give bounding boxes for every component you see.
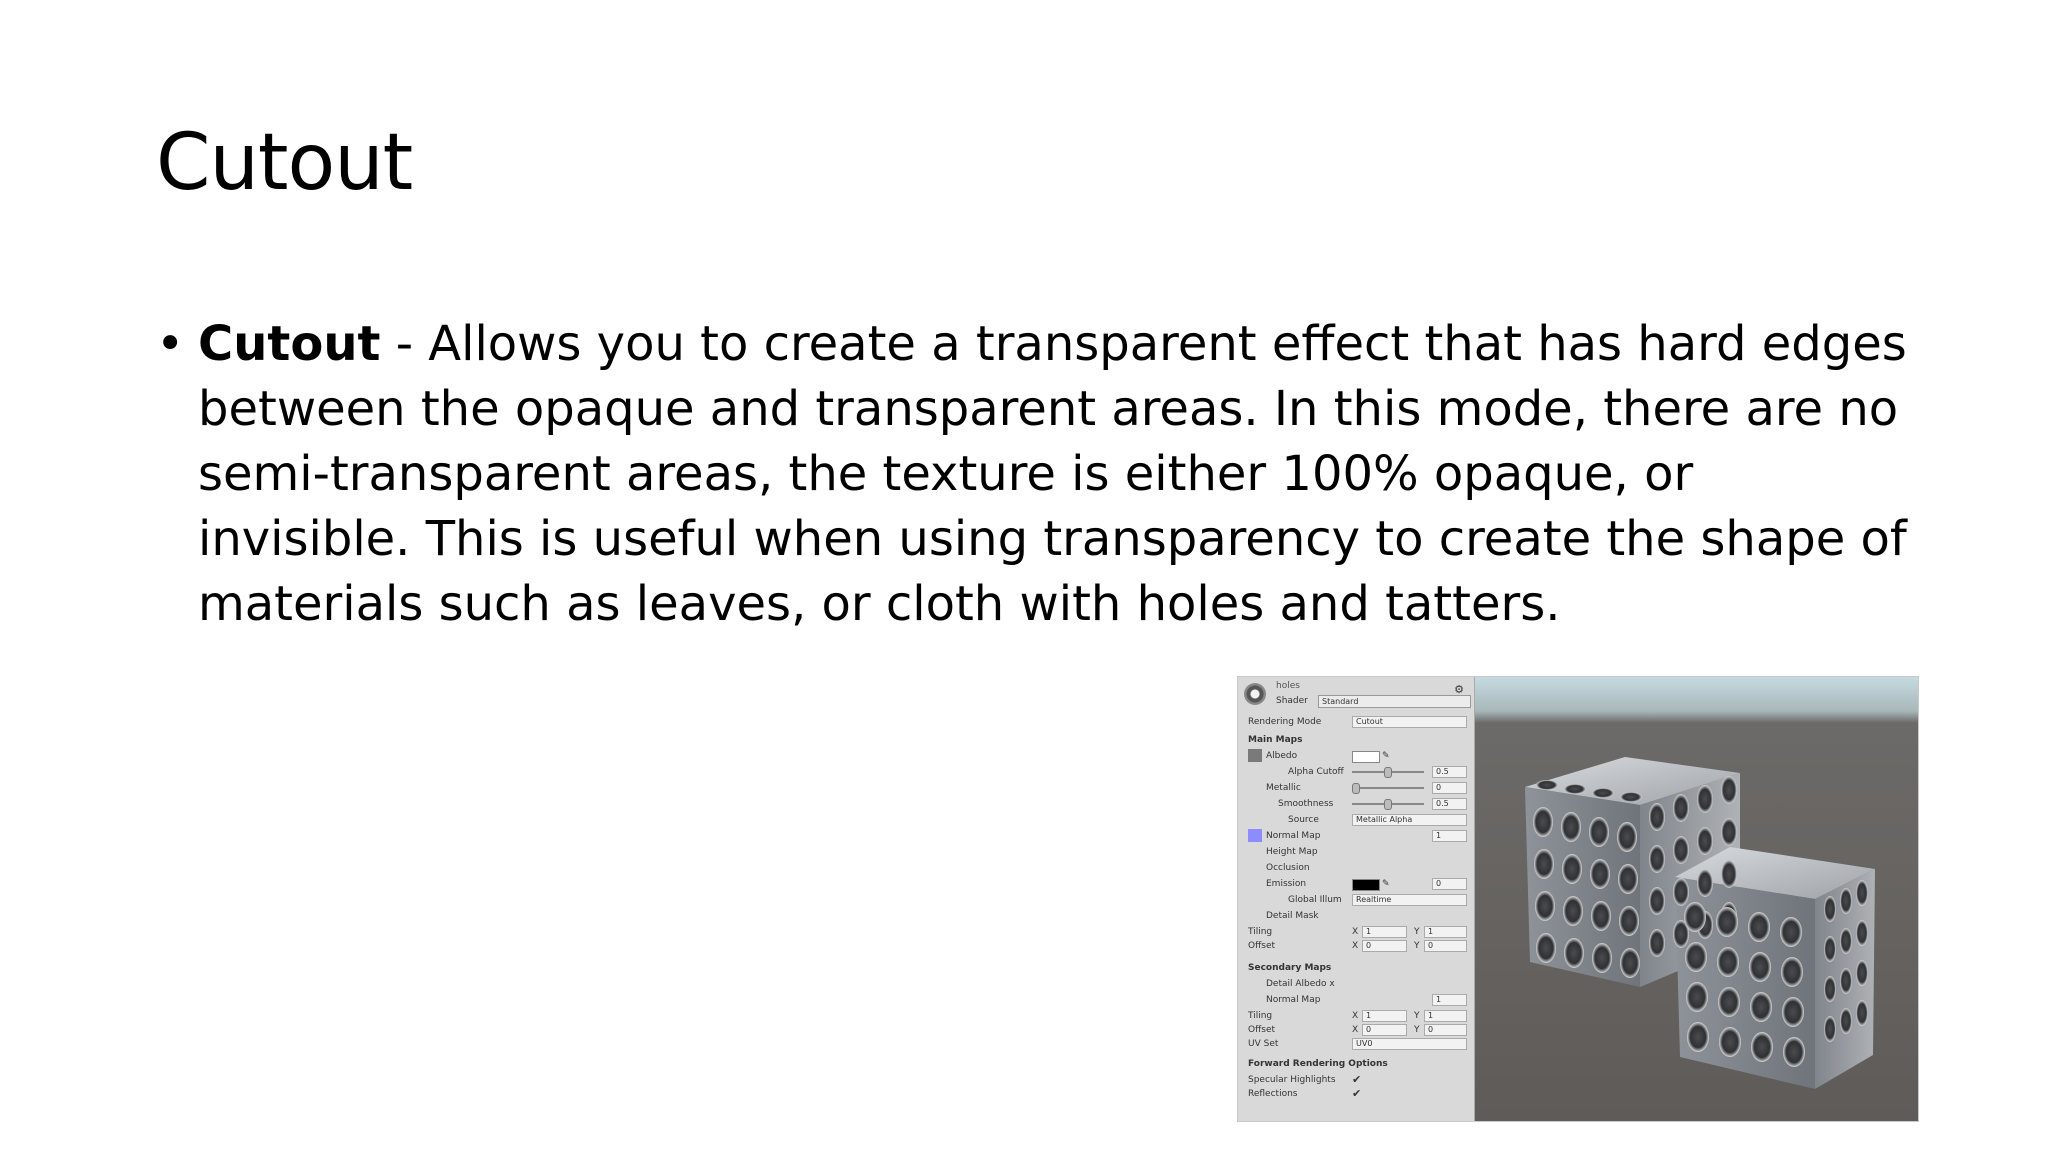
alpha-cutoff-field[interactable]: 0.5 [1432, 766, 1467, 778]
cutout-hole [1687, 1022, 1709, 1052]
global-illum-dropdown[interactable]: Realtime [1352, 894, 1467, 906]
alpha-cutoff-knob[interactable] [1384, 767, 1392, 778]
cutout-hole [1592, 788, 1614, 798]
alpha-cutoff-label: Alpha Cutoff [1288, 767, 1344, 777]
cutout-hole [1649, 845, 1665, 873]
cutout-hole [1591, 901, 1611, 931]
rendering-mode-row [1238, 715, 1474, 729]
secondary-maps-label: Secondary Maps [1248, 963, 1332, 973]
cutout-hole [1782, 997, 1804, 1027]
smoothness-knob[interactable] [1384, 799, 1392, 810]
detail-albedo-label: Detail Albedo x [1266, 979, 1335, 989]
normal-map-field[interactable]: 1 [1432, 830, 1467, 842]
cutout-hole [1649, 803, 1665, 831]
inspector-header [1242, 679, 1470, 711]
reflections-row [1238, 1087, 1474, 1101]
tiling-2-row [1238, 1009, 1474, 1023]
occlusion-label: Occlusion [1266, 863, 1310, 873]
specular-row [1238, 1073, 1474, 1087]
cutout-hole [1536, 780, 1558, 790]
specular-label: Specular Highlights [1248, 1075, 1336, 1085]
tiling-x-label: X [1352, 927, 1359, 937]
cutout-hole [1564, 784, 1586, 794]
tiling-y-field[interactable]: 1 [1424, 926, 1467, 938]
cutout-hole [1783, 1037, 1805, 1067]
cutout-hole [1750, 992, 1772, 1022]
cutout-hole [1697, 785, 1713, 813]
material-gear-icon [1244, 683, 1266, 705]
alpha-cutoff-row [1238, 765, 1474, 779]
normal-map-swatch[interactable] [1248, 829, 1262, 842]
tiling-2-x-label: X [1352, 1011, 1359, 1021]
main-maps-label: Main Maps [1248, 735, 1303, 745]
detail-mask-row [1238, 909, 1474, 923]
tiling-row [1238, 925, 1474, 939]
cutout-hole [1840, 888, 1852, 914]
emission-row [1238, 877, 1474, 891]
forward-options-label: Forward Rendering Options [1248, 1059, 1388, 1069]
smoothness-label: Smoothness [1278, 799, 1334, 809]
source-label: Source [1288, 815, 1319, 825]
occlusion-row [1238, 861, 1474, 875]
source-row [1238, 813, 1474, 827]
cutout-hole [1749, 952, 1771, 982]
normal-map-2-field[interactable]: 1 [1432, 994, 1467, 1006]
tiling-x-field[interactable]: 1 [1362, 926, 1407, 938]
smoothness-row [1238, 797, 1474, 811]
offset-x-field[interactable]: 0 [1362, 940, 1407, 952]
shader-label: Shader [1276, 696, 1308, 706]
offset-y-label: Y [1414, 941, 1420, 951]
emission-label: Emission [1266, 879, 1307, 889]
detail-albedo-row [1238, 977, 1474, 991]
cutout-hole [1620, 792, 1642, 802]
reflections-checkbox[interactable]: ✔ [1352, 1087, 1362, 1100]
cutout-hole [1590, 859, 1610, 889]
offset-label: Offset [1248, 941, 1276, 951]
forward-options-header [1238, 1057, 1474, 1071]
cutout-hole [1649, 887, 1665, 915]
secondary-maps-header [1238, 961, 1474, 975]
cutout-hole [1840, 968, 1852, 994]
global-illum-label: Global Illum [1288, 895, 1342, 905]
cutout-hole [1620, 948, 1640, 978]
main-maps-header [1238, 733, 1474, 747]
cutout-hole [1673, 836, 1689, 864]
cutout-hole [1564, 938, 1584, 968]
cutout-hole [1856, 920, 1868, 946]
uv-set-dropdown[interactable]: UV0 [1352, 1038, 1467, 1050]
tiling-y-label: Y [1414, 927, 1420, 937]
cutout-hole [1533, 807, 1553, 837]
metallic-label: Metallic [1266, 783, 1301, 793]
cutout-hole [1685, 942, 1707, 972]
normal-map-row [1238, 829, 1474, 843]
cutout-hole [1748, 912, 1770, 942]
offset-2-label: Offset [1248, 1025, 1276, 1035]
offset-x-label: X [1352, 941, 1359, 951]
shader-dropdown[interactable]: Standard [1318, 695, 1471, 708]
cutout-hole [1592, 943, 1612, 973]
slide-title: Cutout [156, 118, 413, 208]
cutout-hole [1856, 880, 1868, 906]
scene-viewport [1475, 677, 1918, 1121]
cutout-hole [1840, 1008, 1852, 1034]
offset-2-x-label: X [1352, 1025, 1359, 1035]
tiling-label: Tiling [1248, 927, 1273, 937]
cutout-hole [1719, 1027, 1741, 1057]
cutout-hole [1751, 1032, 1773, 1062]
metallic-row [1238, 781, 1474, 795]
cutout-cubes-render [1475, 677, 1918, 1121]
albedo-texture-swatch[interactable] [1248, 749, 1262, 762]
normal-map-2-label: Normal Map [1266, 995, 1321, 1005]
cutout-hole [1618, 864, 1638, 894]
metallic-field[interactable]: 0 [1432, 782, 1467, 794]
offset-2-y-field[interactable]: 0 [1424, 1024, 1467, 1036]
tiling-2-y-label: Y [1414, 1011, 1420, 1021]
cutout-hole [1717, 947, 1739, 977]
cutout-hole [1617, 822, 1637, 852]
tiling-2-x-field[interactable]: 1 [1362, 1010, 1407, 1022]
cutout-hole [1780, 917, 1802, 947]
reflections-label: Reflections [1248, 1089, 1298, 1099]
cutout-hole [1619, 906, 1639, 936]
albedo-color-field[interactable] [1352, 751, 1380, 763]
cutout-hole [1697, 869, 1713, 897]
cutout-hole [1673, 878, 1689, 906]
tiling-2-label: Tiling [1248, 1011, 1273, 1021]
cutout-hole [1721, 776, 1737, 804]
cutout-hole [1673, 794, 1689, 822]
unity-cutout-screenshot [1237, 676, 1919, 1122]
cutout-hole [1781, 957, 1803, 987]
offset-2-x-field[interactable]: 0 [1362, 1024, 1407, 1036]
cutout-hole [1562, 854, 1582, 884]
cutout-hole [1534, 849, 1554, 879]
emission-color-field[interactable] [1352, 879, 1380, 891]
rendering-mode-label: Rendering Mode [1248, 717, 1322, 727]
cutout-hole [1536, 933, 1556, 963]
offset-row [1238, 939, 1474, 953]
emission-eyedropper-icon[interactable]: ✎ [1382, 879, 1390, 889]
cutout-hole [1856, 1000, 1868, 1026]
bullet-marker: • [156, 316, 185, 372]
cutout-hole [1561, 812, 1581, 842]
cutout-hole [1684, 902, 1706, 932]
cutout-hole [1721, 860, 1737, 888]
cutout-hole [1824, 896, 1836, 922]
cutout-hole [1649, 929, 1665, 957]
settings-gear-icon[interactable]: ⚙ [1454, 683, 1464, 696]
bullet-term: Cutout [198, 316, 381, 372]
normal-map-label: Normal Map [1266, 831, 1321, 841]
albedo-label: Albedo [1266, 751, 1298, 761]
cutout-hole [1718, 987, 1740, 1017]
specular-checkbox[interactable]: ✔ [1352, 1073, 1362, 1086]
smoothness-field[interactable]: 0.5 [1432, 798, 1467, 810]
offset-2-y-label: Y [1414, 1025, 1420, 1035]
cutout-hole [1563, 896, 1583, 926]
height-map-row [1238, 845, 1474, 859]
cutout-hole [1589, 817, 1609, 847]
bullet-body: - Allows you to create a transparent effect that has hard edges between the opaque and transparent areas. In this mode, there are no semi-transparent areas, the texture is either 100% opaque, or invisible. This is useful when using transparency to create the shape of materials such as leaves, or cloth with holes and tatters. [198, 316, 1907, 632]
rendering-mode-dropdown[interactable]: Cutout [1352, 716, 1467, 728]
cutout-hole [1824, 1016, 1836, 1042]
cutout-hole [1840, 928, 1852, 954]
cutout-hole [1824, 936, 1836, 962]
detail-mask-label: Detail Mask [1266, 911, 1319, 921]
material-inspector [1238, 677, 1475, 1121]
offset-2-row [1238, 1023, 1474, 1037]
albedo-row [1238, 749, 1474, 763]
cutout-hole [1716, 907, 1738, 937]
metallic-knob[interactable] [1352, 783, 1360, 794]
eyedropper-icon[interactable]: ✎ [1382, 751, 1390, 761]
uv-set-label: UV Set [1248, 1039, 1279, 1049]
cutout-hole [1686, 982, 1708, 1012]
global-illum-row [1238, 893, 1474, 907]
metallic-slider[interactable] [1352, 787, 1424, 789]
cutout-hole [1697, 827, 1713, 855]
normal-map-2-row [1238, 993, 1474, 1007]
offset-y-field[interactable]: 0 [1424, 940, 1467, 952]
cutout-hole [1856, 960, 1868, 986]
cutout-hole [1721, 818, 1737, 846]
cutout-hole [1824, 976, 1836, 1002]
height-map-label: Height Map [1266, 847, 1318, 857]
cutout-hole [1535, 891, 1555, 921]
emission-field[interactable]: 0 [1432, 878, 1467, 890]
material-name: holes [1276, 681, 1300, 691]
bullet-text [198, 312, 1916, 637]
source-dropdown[interactable]: Metallic Alpha [1352, 814, 1467, 826]
uv-set-row [1238, 1037, 1474, 1051]
tiling-2-y-field[interactable]: 1 [1424, 1010, 1467, 1022]
